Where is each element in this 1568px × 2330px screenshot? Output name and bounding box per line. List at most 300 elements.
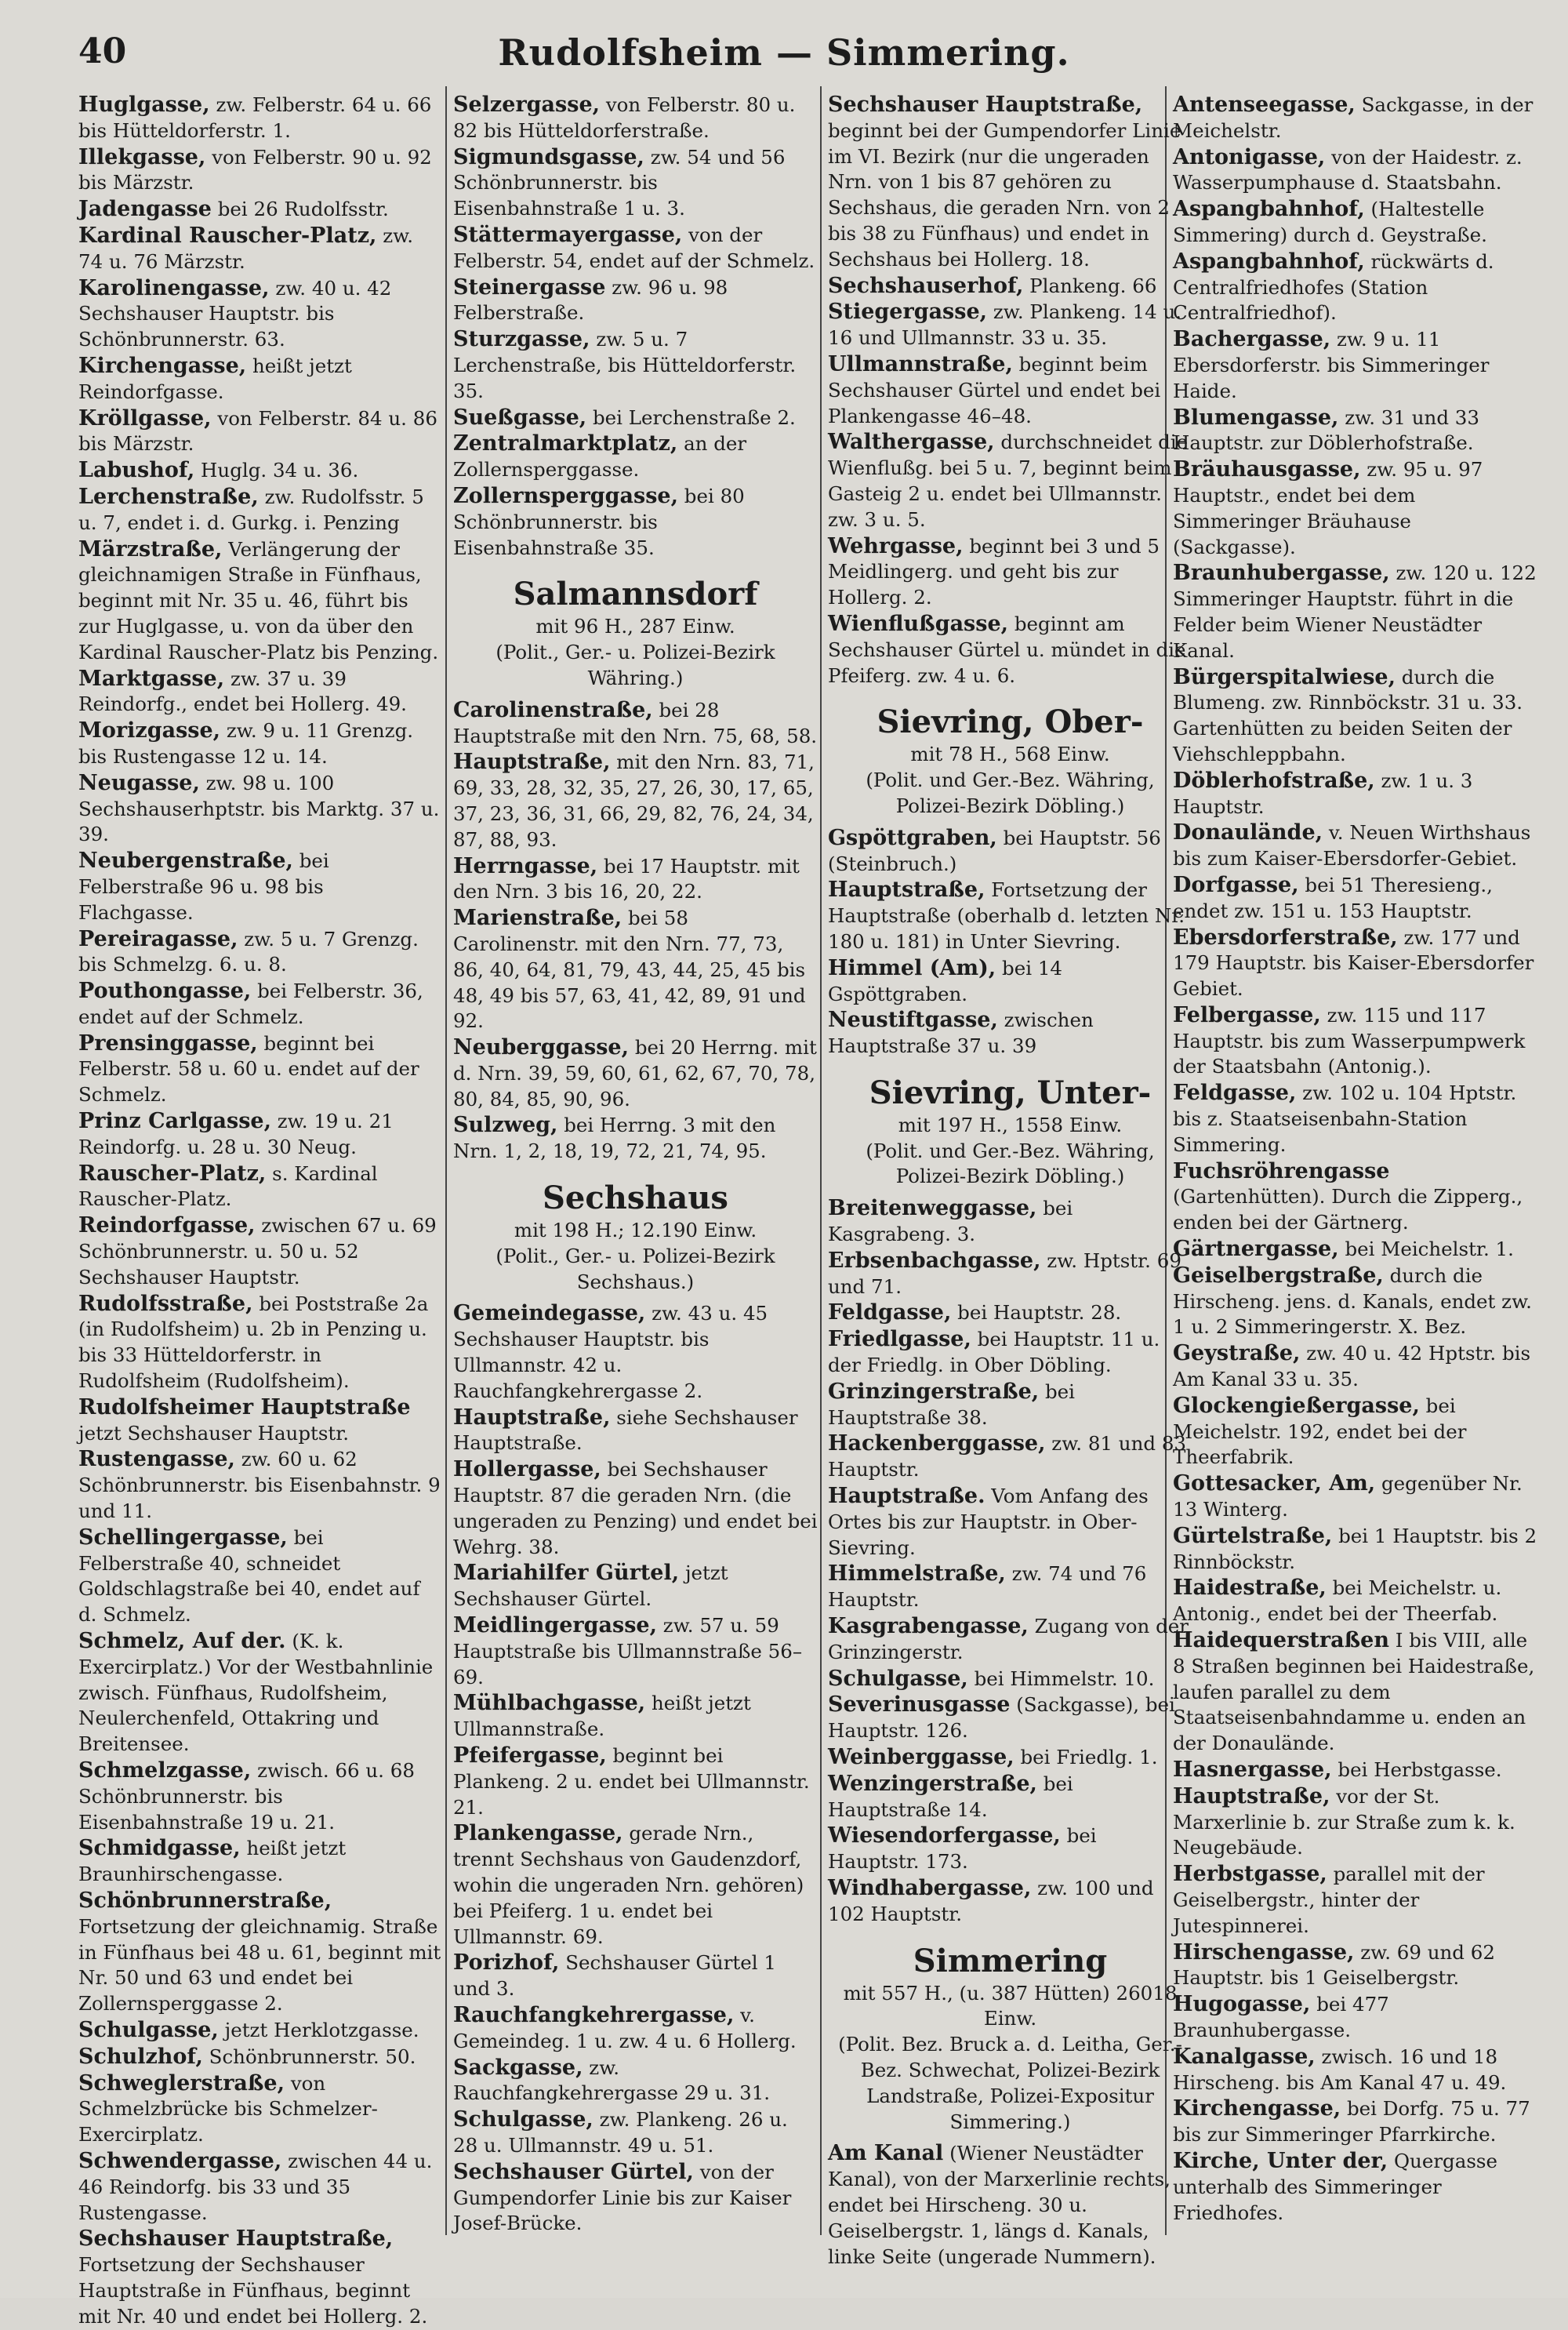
street-description: jetzt Sechshauser Gürtel. — [453, 1561, 728, 1611]
street-entry — [1173, 1576, 1537, 1627]
street-entry — [1173, 1524, 1537, 1576]
street-entry — [78, 276, 443, 353]
street-description: bei Friedlg. 1. — [1020, 1746, 1158, 1769]
street-name: Rauchfangkehrergasse, — [453, 2002, 735, 2027]
street-name: Kröllgasse, — [78, 405, 212, 431]
street-description: bei Hauptstraße 14. — [828, 1772, 1073, 1821]
street-entry — [1173, 2149, 1537, 2226]
street-description: bei 20 Herrng. mit d. Nrn. 39, 59, 60, 61, 62, 67, 70, 78, 80, 84, 85, 90, 96. — [453, 1036, 817, 1110]
street-entry — [453, 2003, 818, 2055]
street-name: Reindorfgasse, — [78, 1213, 256, 1238]
street-description: bei Felberstraße 96 u. 98 bis Flachgasse. — [78, 849, 329, 924]
street-entry — [1173, 820, 1537, 872]
street-entry — [453, 2107, 818, 2159]
street-name: Kardinal Rauscher-Platz, — [78, 223, 377, 248]
street-description: bei Hauptstraße 38. — [828, 1379, 1075, 1429]
street-description: heißt jetzt Ullmannstraße. — [453, 1692, 751, 1741]
street-entry — [1173, 1394, 1537, 1470]
entry-list — [828, 2141, 1192, 2270]
street-description: bei 1 Hauptstr. bis 2 Rinnböckstr. — [1173, 1524, 1537, 1573]
street-name: Felbergasse, — [1173, 1002, 1321, 1027]
street-description: von Felberstr. 80 u. 82 bis Hütteldorferstraße. — [453, 93, 796, 142]
street-entry — [1173, 1940, 1537, 1992]
street-entry — [453, 698, 818, 750]
street-description: bei Hauptstr. 11 u. der Friedlg. in Ober Döbling. — [828, 1328, 1160, 1377]
street-description: bei Sechshauser Hauptstr. 87 die geraden Nrn. (die ungeraden zu Penzing) und endet bei Wehrg. 38. — [453, 1458, 818, 1558]
town-stats: mit 78 H., 568 Einw. — [910, 743, 1110, 766]
entry-list — [453, 1301, 818, 2237]
street-description: zw. 54 und 56 Schönbrunnerstr. bis Eisenbahnstraße 1 u. 3. — [453, 145, 786, 220]
street-name: Sturzgasse, — [453, 327, 590, 352]
street-entry — [828, 2141, 1192, 2270]
street-description: bei 26 Rudolfsstr. — [217, 198, 389, 221]
street-entry — [453, 1405, 818, 1457]
street-name: Huglgasse, — [78, 93, 210, 117]
street-name: Stiegergasse, — [828, 300, 988, 325]
street-description: zw. 98 u. 100 Sechshauserhptstr. bis Marktg. 37 u. 39. — [78, 771, 440, 846]
street-entry — [1173, 561, 1537, 663]
street-name: Gärtnergasse, — [1173, 1237, 1339, 1262]
street-name: Pouthongasse, — [78, 979, 252, 1004]
street-description: zw. 9 u. 11 Ebersdorferstr. bis Simmeringer Haide. — [1173, 328, 1490, 402]
street-entry — [453, 906, 818, 1034]
street-name: Kasgrabengasse, — [828, 1614, 1029, 1639]
column-3 — [828, 93, 1192, 2268]
street-entry — [78, 1031, 443, 1108]
street-name: Gspöttgraben, — [828, 825, 997, 850]
street-name: Gemeindegasse, — [453, 1301, 646, 1326]
street-entry — [453, 223, 818, 274]
street-entry — [78, 224, 443, 275]
column-1 — [78, 93, 443, 2328]
street-name: Geystraße, — [1173, 1341, 1301, 1366]
street-name: Lerchenstraße, — [78, 484, 259, 509]
street-description: zwischen 67 u. 69 Schönbrunnerstr. u. 50 u. 52 Sechshauser Hauptstr. — [78, 1214, 437, 1289]
street-entry — [78, 1836, 443, 1888]
street-entry — [453, 854, 818, 906]
street-description: zw. 37 u. 39 Reindorfg., endet bei Hollerg. 49. — [78, 667, 407, 716]
street-entry — [828, 1876, 1192, 1928]
street-name: Walthergasse, — [828, 430, 995, 455]
street-description: zw. Plankeng. 14 u. 16 und Ullmannstr. 33 u. 35. — [828, 300, 1182, 350]
street-description: Huglg. 34 u. 36. — [201, 459, 359, 482]
street-description: v. Gemeindeg. 1 u. zw. 4 u. 6 Hollerg. — [453, 2003, 797, 2052]
street-entry — [78, 927, 443, 979]
column-2 — [453, 93, 818, 2257]
entry-list — [828, 826, 1192, 1060]
street-description: bei Felberstraße 40, schneidet Goldschlagstraße bei 40, endet auf d. Schmelz. — [78, 1525, 420, 1627]
street-entry — [453, 1821, 818, 1950]
street-name: Rauscher-Platz, — [78, 1161, 267, 1186]
street-entry — [1173, 1862, 1537, 1939]
street-entry — [78, 667, 443, 718]
street-name: Himmelstraße, — [828, 1561, 1006, 1587]
street-name: Hauptstraße, — [1173, 1783, 1330, 1808]
street-name: Aspangbahnhof, — [1173, 249, 1365, 274]
street-name: Labushof, — [78, 458, 195, 483]
street-entry — [1173, 1159, 1537, 1236]
street-description: Sackgasse, in der Meichelstr. — [1173, 93, 1534, 142]
street-description: (Sackgasse), bei Hauptstr. 126. — [828, 1693, 1175, 1743]
street-entry — [1173, 925, 1537, 1002]
street-entry — [1173, 93, 1537, 144]
street-name: Stättermayergasse, — [453, 222, 683, 247]
street-entry — [828, 1745, 1192, 1771]
street-description: bei Hauptstr. 173. — [828, 1824, 1097, 1874]
street-description: zwisch. 66 u. 68 Schönbrunnerstr. bis Eisenbahnstraße 19 u. 21. — [78, 1759, 415, 1834]
street-name: Breitenweggasse, — [828, 1196, 1037, 1221]
street-entry — [828, 826, 1192, 878]
street-entry — [453, 750, 818, 852]
street-entry — [828, 1431, 1192, 1483]
running-head: Rudolfsheim — Simmering. — [498, 31, 1070, 74]
street-entry — [78, 93, 443, 144]
street-description: zw. 96 u. 98 Felberstraße. — [453, 275, 728, 325]
street-description: (K. k. Exercirplatz.) Vor der Westbahnlinie zwisch. Fünfhaus, Rudolfsheim, Neulerchenfeld, Ottakring und Breitensee. — [78, 1630, 434, 1756]
street-description: beginnt bei Felberstr. 58 u. 60 u. endet auf der Schmelz. — [78, 1031, 419, 1107]
street-entry — [828, 1300, 1192, 1326]
street-description: zw. 69 und 62 Hauptstr. bis 1 Geiselbergstr. — [1173, 1940, 1495, 1990]
street-description: zw. 100 und 102 Hauptstr. — [828, 1877, 1154, 1925]
street-entry — [453, 327, 818, 404]
street-description: bei Kasgrabeng. 3. — [828, 1197, 1073, 1246]
street-description: (Gartenhütten). Durch die Zipperg., enden bei der Gärtnerg. — [1173, 1185, 1523, 1234]
street-entry — [453, 405, 818, 431]
street-name: Sackgasse, — [453, 2055, 583, 2080]
street-name: Schulgasse, — [78, 2017, 219, 2042]
street-description: von Felberstr. 84 u. 86 bis Märzstr. — [78, 406, 437, 456]
street-description: von Felberstr. 90 u. 92 bis Märzstr. — [78, 145, 432, 194]
street-description: durch die Blumeng. zw. Rinnböckstr. 31 u. 33. Gartenhütten zu beiden Seiten der Viehschleppbahn. — [1173, 665, 1523, 765]
street-name: Kanalgasse, — [1173, 2044, 1316, 2069]
column-rule — [820, 86, 822, 2235]
street-name: Hasnergasse, — [1173, 1757, 1332, 1782]
street-entry — [78, 1109, 443, 1161]
street-name: Mariahilfer Gürtel, — [453, 1561, 680, 1586]
street-entry — [78, 1395, 443, 1447]
street-description: heißt jetzt Braunhirschengasse. — [78, 1837, 347, 1886]
street-entry — [78, 2045, 443, 2070]
street-name: Sechshauser Gürtel, — [453, 2159, 694, 2184]
street-name: Friedlgasse, — [828, 1327, 971, 1352]
street-name: Bürgerspitalwiese, — [1173, 664, 1396, 689]
street-name: Karolinengasse, — [78, 275, 270, 300]
entry-list — [828, 1196, 1192, 1927]
street-name: Blumengasse, — [1173, 405, 1339, 430]
street-description: von der Haidestr. z. Wasserpumphause d. Staatsbahn. — [1173, 145, 1523, 194]
street-entry — [453, 1457, 818, 1560]
street-entry — [828, 1692, 1192, 1744]
town-stats: mit 197 H., 1558 Einw. — [898, 1113, 1123, 1136]
street-description: zw. 120 u. 122 Simmeringer Hauptstr. führt in die Felder beim Wiener Neustädter Kanal. — [1173, 562, 1537, 662]
street-entry — [453, 1035, 818, 1112]
street-name: Rudolfsheimer Hauptstraße — [78, 1394, 411, 1419]
street-name: Haidestraße, — [1173, 1576, 1327, 1601]
street-name: Feldgasse, — [828, 1300, 952, 1325]
street-description: Schönbrunnerstr. 50. — [209, 2045, 416, 2068]
street-name: Zentralmarktplatz, — [453, 431, 678, 456]
page-number: 40 — [78, 31, 127, 71]
street-name: Bräuhausgasse, — [1173, 457, 1361, 482]
street-entry — [1173, 327, 1537, 404]
street-entry — [1173, 1081, 1537, 1158]
town-admin: (Polit., Ger.- u. Polizei-Bezirk Währing.) — [495, 641, 775, 689]
street-description: heißt jetzt Reindorfgasse. — [78, 354, 352, 403]
street-entry — [1173, 769, 1537, 820]
street-entry — [78, 485, 443, 536]
street-description: Fortsetzung der Sechshauser Hauptstraße in Fünfhaus, beginnt mit Nr. 40 und endet bei Hollerg. 2. — [78, 2253, 428, 2328]
street-entry — [453, 484, 818, 561]
street-entry — [1173, 145, 1537, 197]
street-entry — [1173, 457, 1537, 560]
street-entry — [453, 1950, 818, 2002]
street-description: Sechshauser Gürtel 1 und 3. — [453, 1951, 776, 2001]
street-description: bei Herrng. 3 mit den Nrn. 1, 2, 18, 19, 72, 21, 74, 95. — [453, 1114, 776, 1163]
street-name: Ebersdorferstraße, — [1173, 925, 1398, 950]
town-heading: Simmering — [913, 1942, 1108, 1979]
street-description: zw. 31 und 33 Hauptstr. zur Döblerhofstraße. — [1173, 405, 1479, 455]
street-name: Erbsenbachgasse, — [828, 1248, 1041, 1273]
street-name: Wehrgasse, — [828, 533, 964, 558]
street-entry — [78, 197, 443, 223]
street-name: Hackenberggasse, — [828, 1431, 1046, 1456]
street-description: zw. 9 u. 11 Grenzg. bis Rustengasse 12 u. 14. — [78, 719, 414, 768]
street-description: zwisch. 16 und 18 Hirscheng. bis Am Kanal 47 u. 49. — [1173, 2045, 1507, 2094]
street-entry — [78, 458, 443, 484]
street-name: Schönbrunnerstraße, — [78, 1888, 332, 1913]
street-name: Rudolfsstraße, — [78, 1291, 253, 1316]
street-description: zw. Felberstr. 64 u. 66 bis Hütteldorferstr. 1. — [78, 93, 432, 142]
street-name: Herbstgasse, — [1173, 1862, 1327, 1887]
street-description: bei 14 Gspöttgraben. — [828, 956, 1062, 1005]
street-name: Steinergasse — [453, 274, 606, 300]
street-description: zw. 5 u. 7 Grenzg. bis Schmelzg. 6. u. 8. — [78, 927, 419, 976]
street-name: Marienstraße, — [453, 906, 622, 931]
street-name: Mühlbachgasse, — [453, 1691, 646, 1716]
street-description: zw. 19 u. 21 Reindorfg. u. 28 u. 30 Neug. — [78, 1110, 394, 1158]
street-description: bei Meichelstr. u. Antonig., endet bei der Theerfab. — [1173, 1576, 1502, 1626]
street-description: bei Felberstr. 36, endet auf der Schmelz. — [78, 980, 423, 1028]
street-description: Plankeng. 66 — [1029, 274, 1157, 297]
street-entry — [78, 145, 443, 197]
street-entry — [828, 93, 1192, 273]
street-name: Sigmundsgasse, — [453, 144, 644, 169]
street-entry — [828, 1823, 1192, 1875]
street-entry — [1173, 197, 1537, 249]
street-entry — [453, 1743, 818, 1820]
entry-list — [1173, 93, 1537, 2226]
street-entry — [1173, 1263, 1537, 1340]
street-name: Am Kanal — [828, 2141, 944, 2166]
street-name: Hirschengasse, — [1173, 1939, 1355, 1965]
entry-list — [453, 93, 818, 561]
street-name: Schulgasse, — [453, 2107, 593, 2132]
street-description: zw. 60 u. 62 Schönbrunnerstr. bis Eisenbahnstr. 9 und 11. — [78, 1448, 441, 1523]
street-entry — [1173, 2096, 1537, 2148]
street-name: Dorfgasse, — [1173, 872, 1299, 897]
street-entry — [78, 2071, 443, 2148]
street-entry — [78, 979, 443, 1031]
street-name: Braunhubergasse, — [1173, 561, 1390, 586]
street-entry — [78, 1525, 443, 1628]
street-description: durchschneidet die Wienflußg. bei 5 u. 7, beginnt beim Gasteig 2 u. endet bei Ullmannstr. zw. 3 u. 5. — [828, 431, 1189, 531]
street-name: Illekgasse, — [78, 144, 206, 169]
street-name: Hauptstraße, — [453, 750, 611, 775]
street-name: Bachergasse, — [1173, 327, 1331, 352]
street-description: zw. Hptstr. 69 und 71. — [828, 1249, 1181, 1298]
street-name: Pfeifergasse, — [453, 1743, 607, 1768]
street-description: zw. 57 u. 59 Hauptstraße bis Ullmannstraße 56–69. — [453, 1614, 803, 1688]
street-description: Quergasse unterhalb des Simmeringer Friedhofes. — [1173, 2149, 1497, 2224]
street-description: an der Zollernsperggasse. — [453, 432, 747, 482]
street-entry — [828, 430, 1192, 533]
town-stats: mit 557 H., (u. 387 Hütten) 26018 Einw. — [843, 1981, 1178, 2030]
street-name: Pereiragasse, — [78, 926, 238, 951]
street-description: bei Meichelstr. 192, endet bei der Theerfabrik. — [1173, 1394, 1467, 1469]
street-description: zw. Rauchfangkehrergasse 29 u. 31. — [453, 2056, 771, 2105]
street-entry — [828, 1379, 1192, 1431]
street-description: bei 58 Carolinenstr. mit den Nrn. 77, 73, 86, 40, 64, 81, 79, 43, 44, 25, 45 bis 48, 49 bis 57, 63, 41, 42, 89, 91 und 92. — [453, 907, 806, 1033]
street-description: zw. Plankeng. 26 u. 28 u. Ullmannstr. 49 u. 51. — [453, 2108, 788, 2157]
street-name: Schellingergasse, — [78, 1525, 288, 1550]
street-entry — [78, 1447, 443, 1524]
street-entry — [78, 849, 443, 925]
town-admin: (Polit. Bez. Bruck a. d. Leitha, Ger.-Bez. Schwechat, Polizei-Bezirk Landstraße, Polizei-Expositur Simmering.) — [838, 2033, 1182, 2133]
street-description: von der Felberstr. 54, endet auf der Schmelz. — [453, 223, 815, 272]
street-name: Schulzhof, — [78, 2044, 203, 2069]
street-entry — [78, 1888, 443, 2017]
street-description: vor der St. Marxerlinie b. zur Straße zum k. k. Neugebäude. — [1173, 1784, 1515, 1859]
town-admin: (Polit. und Ger.-Bez. Währing, Polizei-Bezirk Döbling.) — [866, 1139, 1155, 1188]
street-entry — [78, 406, 443, 458]
street-name: Antonigasse, — [1173, 144, 1326, 169]
street-entry — [828, 274, 1192, 300]
street-name: Wenzingerstraße, — [828, 1771, 1037, 1796]
street-name: Selzergasse, — [453, 93, 601, 117]
street-entry — [78, 537, 443, 666]
street-name: Hauptstraße. — [828, 1484, 985, 1509]
street-name: Kirchengasse, — [78, 353, 247, 378]
street-description: zw. 115 und 117 Hauptstr. bis zum Wasserpumpwerk der Staatsbahn (Antonig.). — [1173, 1003, 1526, 1078]
street-name: Prensinggasse, — [78, 1031, 258, 1056]
street-name: Marktgasse, — [78, 666, 225, 691]
street-entry — [828, 956, 1192, 1008]
street-entry — [78, 2149, 443, 2226]
town-stats: mit 96 H., 287 Einw. — [535, 615, 735, 638]
street-description: mit den Nrn. 83, 71, 69, 33, 28, 32, 35, 27, 26, 30, 17, 65, 37, 23, 36, 31, 66, 29, 82, 76, 24, 34, 87, 88, 93. — [453, 751, 815, 851]
street-description: bei Poststraße 2a (in Rudolfsheim) u. 2b in Penzing u. bis 33 Hütteldorferstr. in Rudolfsheim (Rudolfsheim). — [78, 1292, 429, 1393]
street-entry — [828, 1614, 1192, 1666]
street-description: von der Gumpendorfer Linie bis zur Kaiser Josef-Brücke. — [453, 2160, 792, 2235]
street-description: gerade Nrn., trennt Sechshaus von Gaudenzdorf, wohin die ungeraden Nrn. gehören) bei Pfeiferg. 1 u. endet bei Ullmannstr. 69. — [453, 1822, 804, 1948]
street-description: bei 51 Theresieng., endet zw. 151 u. 153 Hauptstr. — [1173, 873, 1493, 922]
street-name: Fuchsröhrengasse — [1173, 1158, 1390, 1183]
street-description: bei Dorfg. 75 u. 77 bis zur Simmeringer Pfarrkirche. — [1173, 2097, 1530, 2146]
street-description: zw. 40 u. 42 Hptstr. bis Am Kanal 33 u. 35. — [1173, 1342, 1531, 1391]
street-entry — [828, 1772, 1192, 1823]
street-entry — [1173, 1784, 1537, 1861]
street-description: zw. 74 und 76 Hauptstr. — [828, 1562, 1147, 1612]
street-description: zw. 95 u. 97 Hauptstr., endet bei dem Simmeringer Bräuhause (Sackgasse). — [1173, 458, 1483, 558]
street-entry — [1173, 249, 1537, 326]
street-entry — [453, 2056, 818, 2107]
street-entry — [828, 878, 1192, 954]
town-admin: (Polit. und Ger.-Bez. Währing, Polizei-Bezirk Döbling.) — [866, 769, 1155, 817]
street-name: Döblerhofstraße, — [1173, 768, 1375, 793]
street-description: bei 80 Schönbrunnerstr. bis Eisenbahnstraße 35. — [453, 484, 745, 559]
street-name: Gürtelstraße, — [1173, 1523, 1333, 1548]
street-description: zw. Rudolfsstr. 5 u. 7, endet i. d. Gurkg. i. Penzing — [78, 485, 424, 534]
street-description: jetzt Herklotzgasse. — [224, 2018, 419, 2041]
street-entry — [78, 1758, 443, 1835]
street-description: siehe Sechshauser Hauptstraße. — [453, 1405, 798, 1455]
street-description: zw. 1 u. 3 Hauptstr. — [1173, 769, 1473, 818]
street-name: Aspangbahnhof, — [1173, 197, 1365, 222]
street-name: Hauptstraße, — [453, 1405, 611, 1430]
street-entry — [828, 1196, 1192, 1248]
street-entry — [828, 1561, 1192, 1613]
street-name: Schmelzgasse, — [78, 1758, 252, 1783]
street-name: Neuberggasse, — [453, 1035, 630, 1060]
street-name: Kirche, Unter der, — [1173, 2148, 1388, 2173]
street-description: zw. 40 u. 42 Sechshauser Hauptstr. bis Schönbrunnerstr. 63. — [78, 276, 392, 351]
street-entry — [78, 1629, 443, 1757]
street-description: zw. 74 u. 76 Märzstr. — [78, 224, 413, 273]
street-entry — [453, 1561, 818, 1612]
street-entry — [453, 1301, 818, 1404]
street-name: Prinz Carlgasse, — [78, 1109, 271, 1134]
street-entry — [1173, 1992, 1537, 2044]
street-entry — [828, 534, 1192, 611]
street-name: Geiselbergstraße, — [1173, 1263, 1384, 1288]
street-description: bei 28 Hauptstraße mit den Nrn. 75, 68, 58. — [453, 698, 818, 747]
street-entry — [453, 2160, 818, 2237]
street-entry — [78, 771, 443, 848]
street-name: Glockengießergasse, — [1173, 1393, 1420, 1418]
street-description: bei Meichelstr. 1. — [1345, 1238, 1514, 1261]
street-name: Kirchengasse, — [1173, 2096, 1341, 2121]
street-name: Sechshauser Hauptstraße, — [828, 93, 1143, 117]
street-entry — [1173, 1237, 1537, 1263]
street-name: Windhabergasse, — [828, 1876, 1032, 1900]
street-name: Neustiftgasse, — [828, 1008, 998, 1033]
street-entry — [1173, 1757, 1537, 1783]
street-description: beginnt beim Sechshauser Gürtel und endet bei Plankengasse 46–48. — [828, 352, 1161, 427]
street-name: Ullmannstraße, — [828, 351, 1013, 376]
street-entry — [453, 431, 818, 483]
street-description: durch die Hirscheng. jens. d. Kanals, endet zw. 1 u. 2 Simmeringerstr. X. Bez. — [1173, 1263, 1532, 1339]
street-name: Carolinenstraße, — [453, 697, 653, 722]
column-4 — [1173, 93, 1537, 2257]
street-description: zwischen Hauptstraße 37 u. 39 — [828, 1009, 1094, 1058]
street-name: Sechshauser Hauptstraße, — [78, 2226, 394, 2252]
street-name: Schulgasse, — [828, 1666, 968, 1691]
street-name: Herrngasse, — [453, 853, 598, 878]
street-description: I bis VIII, alle 8 Straßen beginnen bei Haidestraße, laufen parallel zu dem Staatseisenbahndamme u. enden an der Donaulände. — [1173, 1629, 1535, 1755]
street-entry — [828, 300, 1192, 351]
entry-list — [78, 93, 443, 2330]
street-description: bei Hauptstr. 28. — [957, 1301, 1122, 1325]
street-name: Morizgasse, — [78, 718, 221, 743]
street-entry — [1173, 405, 1537, 457]
street-entry — [78, 1213, 443, 1290]
street-description: zw. 81 und 83 Hauptstr. — [828, 1432, 1186, 1481]
street-entry — [828, 612, 1192, 689]
street-name: Gottesacker, Am, — [1173, 1471, 1376, 1496]
street-description: Fortsetzung der Hauptstraße (oberhalb d. letzten Nr. 180 u. 181) in Unter Sievring. — [828, 878, 1185, 953]
street-entry — [453, 1113, 818, 1165]
street-description: Vom Anfang des Ortes bis zur Hauptstr. in Ober-Sievring. — [828, 1485, 1149, 1559]
